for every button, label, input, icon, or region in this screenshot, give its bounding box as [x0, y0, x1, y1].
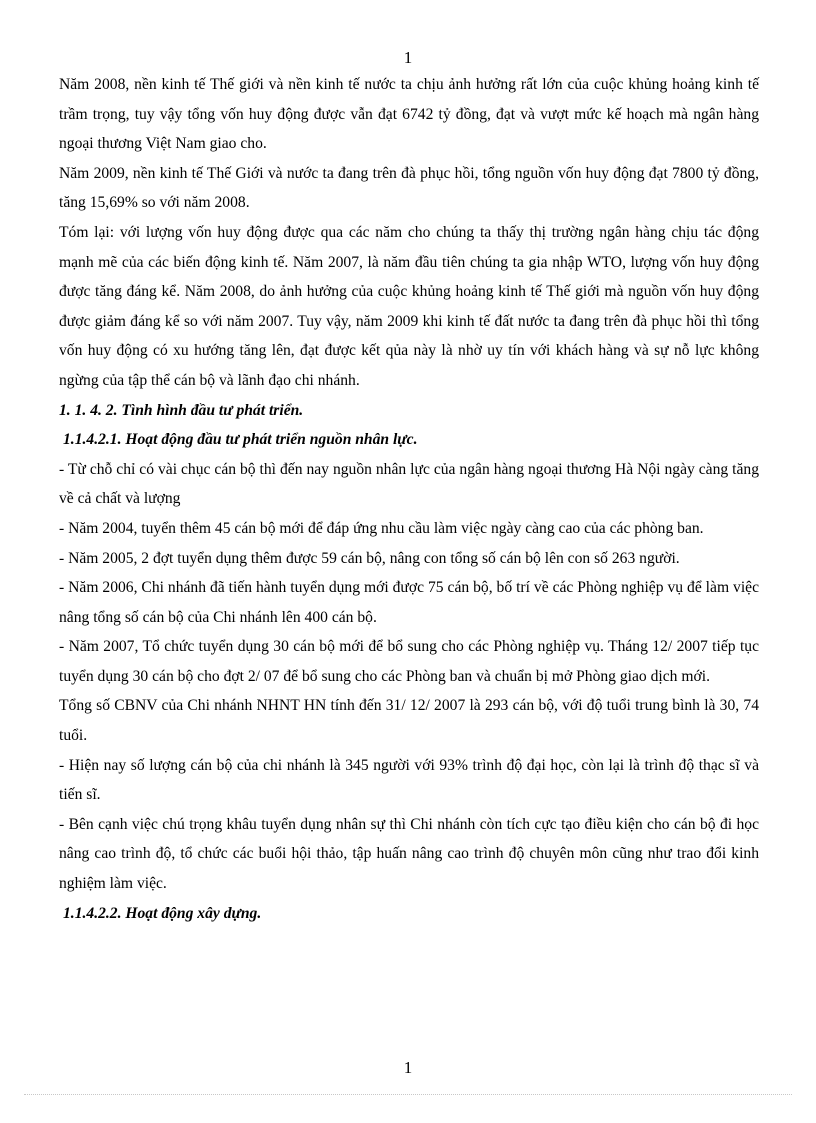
subsection-heading-construction: 1.1.4.2.2. Hoạt động xây dựng. — [63, 904, 262, 922]
list-item: - Hiện nay số lượng cán bộ của chi nhánh là 345 người với 93% trình độ đại học, còn lại là trình độ thạc sĩ và tiến sĩ. — [59, 756, 759, 804]
page-number-top: 1 — [403, 48, 413, 67]
list-item: Tổng số CBNV của Chi nhánh NHNT HN tính đến 31/ 12/ 2007 là 293 cán bộ, với độ tuổi trung bình là 30, 74 tuổi. — [59, 697, 759, 745]
document-body — [59, 70, 759, 928]
list-item: - Từ chỗ chỉ có vài chục cán bộ thì đến nay nguồn nhân lực của ngân hàng ngoại thương Hà Nội ngày càng tăng về cả chất và lượng — [59, 460, 759, 508]
paragraph-2008: Năm 2008, nền kinh tế Thế giới và nền kinh tế nước ta chịu ảnh hưởng rất lớn của cuộc khủng hoảng kinh tế trầm trọng, tuy vậy tổng vốn huy động được vẫn đạt 6742 tỷ đồng, đạt và vượt mức kế hoạch mà ngân hàng ngoại thương Việt Nam giao cho. — [59, 76, 759, 153]
page-footer-divider — [24, 1094, 792, 1095]
paragraph-summary: Tóm lại: với lượng vốn huy động được qua các năm cho chúng ta thấy thị trường ngân hàng chịu tác động mạnh mẽ của các biến động kinh tế. Năm 2007, là năm đầu tiên chúng ta gia nhập WTO, lượng vốn huy động được tăng đáng kể. Năm 2008, do ảnh hưởng của cuộc khủng hoảng kinh tế Thế giới mà nguồn vốn huy động được giảm đáng kể so với năm 2007. Tuy vậy, năm 2009 khi kinh tế đất nước ta đang trên đà phục hồi thì tổng vốn huy động có xu hướng tăng lên, đạt được kết qủa này là nhờ uy tín với khách hàng và sự nỗ lực không ngừng của tập thể cán bộ và lãnh đạo chi nhánh. — [59, 223, 759, 389]
subsection-heading-human-resources: 1.1.4.2.1. Hoạt động đầu tư phát triển nguồn nhân lực. — [63, 431, 418, 449]
paragraph-2009: Năm 2009, nền kinh tế Thế Giới và nước ta đang trên đà phục hồi, tổng nguồn vốn huy động đạt 7800 tỷ đồng, tăng 15,69% so với năm 2008. — [59, 164, 759, 212]
list-item: - Năm 2005, 2 đợt tuyển dụng thêm được 59 cán bộ, nâng con tổng số cán bộ lên con số 263 người. — [59, 549, 680, 567]
list-item: - Năm 2006, Chi nhánh đã tiến hành tuyển dụng mới được 75 cán bộ, bố trí về các Phòng nghiệp vụ để làm việc nâng tổng số cán bộ của Chi nhánh lên 400 cán bộ. — [59, 579, 759, 626]
list-item: - Bên cạnh việc chú trọng khâu tuyển dụng nhân sự thì Chi nhánh còn tích cực tạo điều kiện cho cán bộ đi học nâng cao trình độ, tổ chức các buổi hội thảo, tập huấn nâng cao trình độ chuyên môn cũng như trao đổi kinh nghiệm làm việc. — [59, 815, 759, 893]
list-item: - Năm 2004, tuyển thêm 45 cán bộ mới để đáp ứng nhu cầu làm việc ngày càng cao của các phòng ban. — [59, 519, 704, 537]
list-item: - Năm 2007, Tổ chức tuyển dụng 30 cán bộ mới để bổ sung cho các Phòng nghiệp vụ. Tháng 12/ 2007 tiếp tục tuyển dụng 30 cán bộ cho đợt 2/ 07 để bổ sung cho các Phòng ban và chuẩn bị mở Phòng giao dịch mới. — [59, 638, 759, 685]
page-number-bottom: 1 — [403, 1058, 413, 1077]
section-heading-investment: 1. 1. 4. 2. Tình hình đầu tư phát triển. — [59, 401, 304, 419]
